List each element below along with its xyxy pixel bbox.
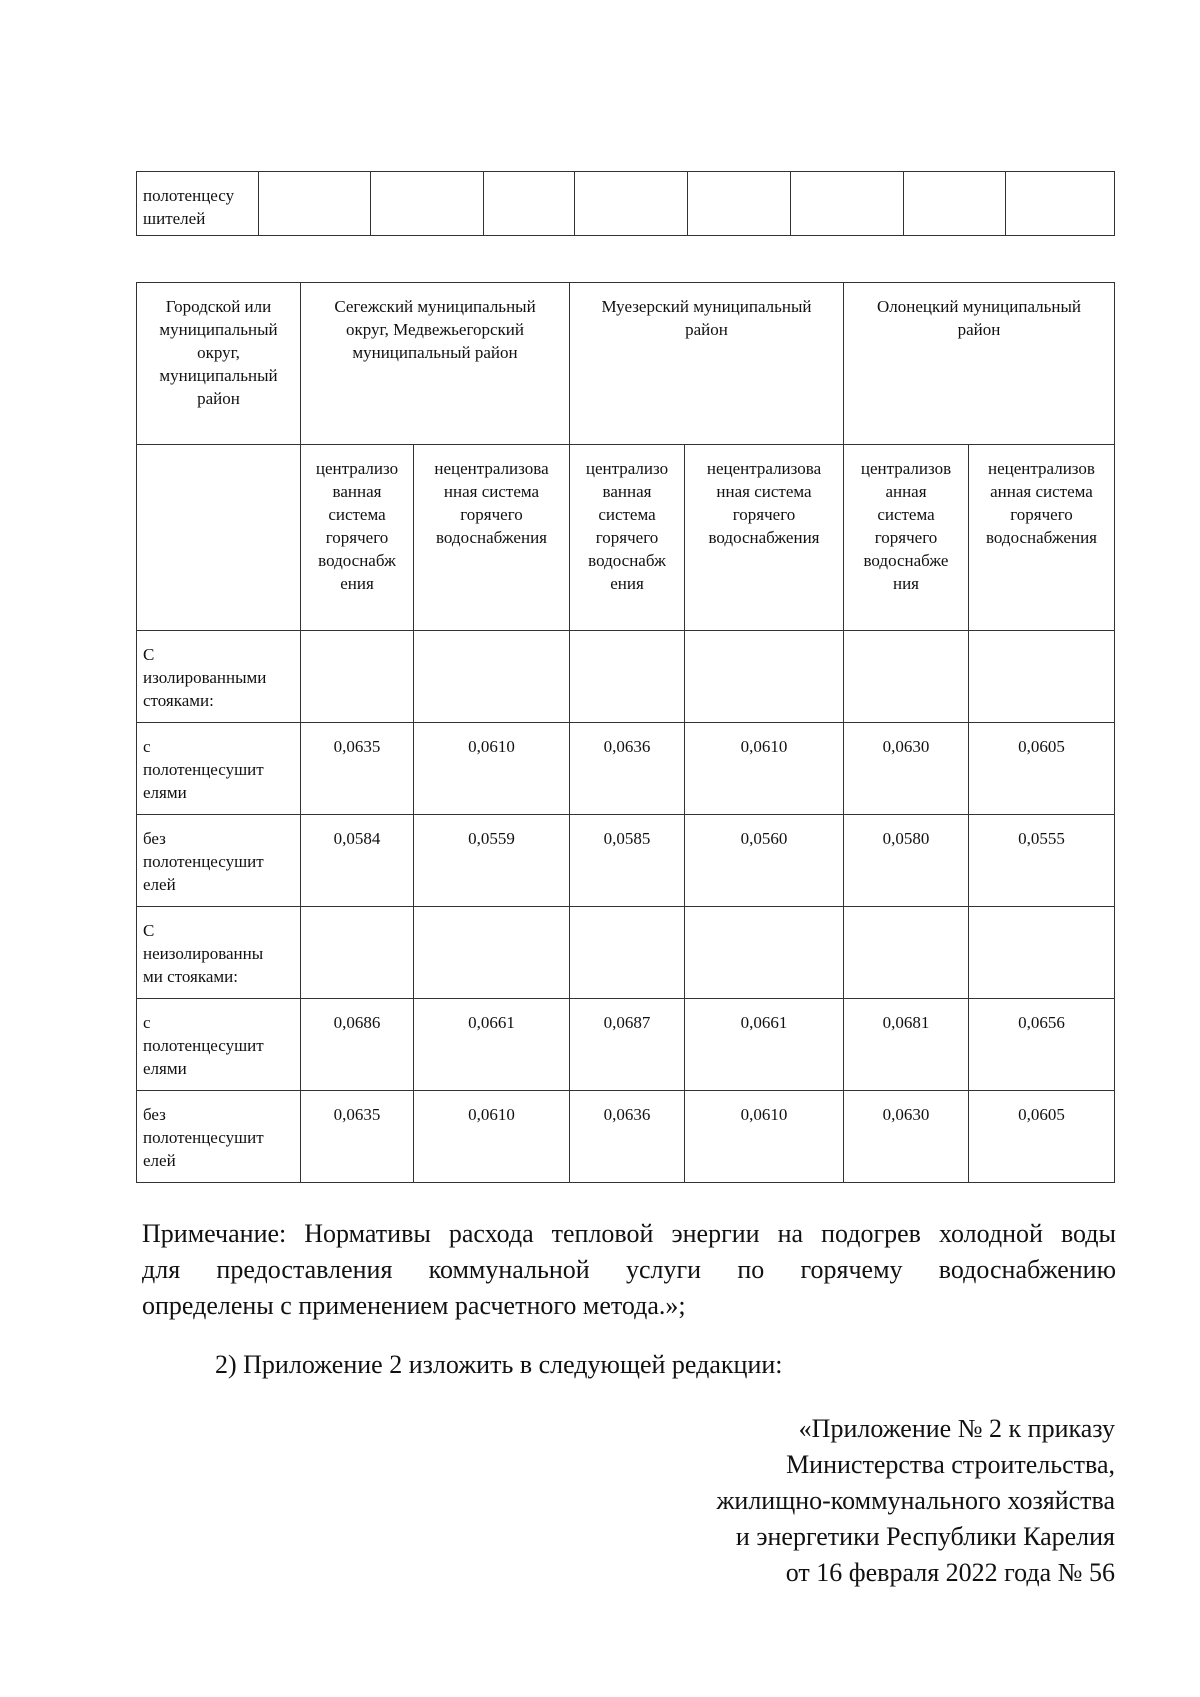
subheader-decentralized: нецентрализова нная система горячего водоснабжения (685, 445, 844, 631)
table-row (137, 907, 1115, 999)
value-cell: 0,0630 (844, 723, 969, 815)
value-cell: 0,0560 (685, 815, 844, 907)
table-row (137, 815, 1115, 907)
empty-cell (484, 172, 575, 236)
value-cell: 0,0636 (570, 1091, 685, 1183)
value-cell: 0,0610 (414, 723, 570, 815)
value-cell: 0,0610 (414, 1091, 570, 1183)
value-cell (685, 907, 844, 999)
appendix-line: от 16 февраля 2022 года № 56 (785, 1558, 1115, 1587)
appendix-line: «Приложение № 2 к приказу (798, 1414, 1115, 1443)
value-cell (414, 907, 570, 999)
continuation-table (136, 171, 1115, 236)
empty-cell (688, 172, 791, 236)
header-row (137, 283, 1115, 445)
subheader-decentralized: нецентрализов анная система горячего водоснабжения (969, 445, 1115, 631)
empty-cell (575, 172, 688, 236)
table-row (137, 631, 1115, 723)
value-cell: 0,0681 (844, 999, 969, 1091)
value-cell: 0,0605 (969, 1091, 1115, 1183)
empty-cell (259, 172, 371, 236)
row-label: С изолированными стояками: (137, 631, 301, 723)
value-cell (301, 631, 414, 723)
normative-table (136, 282, 1115, 1183)
value-cell (414, 631, 570, 723)
value-cell (685, 631, 844, 723)
table-row (137, 723, 1115, 815)
row-label: с полотенцесушит елями (137, 723, 301, 815)
appendix-line: жилищно-коммунального хозяйства (716, 1486, 1115, 1515)
empty-cell (137, 445, 301, 631)
value-cell: 0,0636 (570, 723, 685, 815)
table-row (137, 1091, 1115, 1183)
value-cell: 0,0635 (301, 723, 414, 815)
value-cell: 0,0559 (414, 815, 570, 907)
subheader-centralized: централизов анная система горячего водоснабже ния (844, 445, 969, 631)
value-cell (844, 631, 969, 723)
subheader-centralized: централизо ванная система горячего водоснабж ения (301, 445, 414, 631)
appendix-line: Министерства строительства, (786, 1450, 1115, 1479)
continuation-row (137, 172, 1115, 236)
value-cell (844, 907, 969, 999)
value-cell (969, 631, 1115, 723)
subheader-decentralized: нецентрализова нная система горячего водоснабжения (414, 445, 570, 631)
value-cell: 0,0585 (570, 815, 685, 907)
value-cell: 0,0584 (301, 815, 414, 907)
value-cell: 0,0580 (844, 815, 969, 907)
subheader-centralized: централизо ванная система горячего водоснабж ения (570, 445, 685, 631)
group-header-muezersky: Муезерский муниципальный район (570, 283, 844, 445)
group-header-segezha: Сегежский муниципальный округ, Медвежьегорский муниципальный район (301, 283, 570, 445)
value-cell: 0,0610 (685, 1091, 844, 1183)
item-2-paragraph: 2) Приложение 2 изложить в следующей редакции: (215, 1350, 783, 1379)
appendix-line: и энергетики Республики Карелия (735, 1522, 1115, 1551)
empty-cell (791, 172, 904, 236)
value-cell: 0,0610 (685, 723, 844, 815)
value-cell: 0,0686 (301, 999, 414, 1091)
appendix-header (716, 1411, 1115, 1591)
empty-cell (371, 172, 484, 236)
row-label: без полотенцесушит елей (137, 1091, 301, 1183)
value-cell: 0,0687 (570, 999, 685, 1091)
value-cell: 0,0661 (685, 999, 844, 1091)
table-row (137, 999, 1115, 1091)
value-cell (570, 631, 685, 723)
note-paragraph (142, 1216, 1116, 1324)
value-cell (301, 907, 414, 999)
group-header-olonets: Олонецкий муниципальный район (844, 283, 1115, 445)
row-label: С неизолированны ми стояками: (137, 907, 301, 999)
value-cell: 0,0605 (969, 723, 1115, 815)
row-label: полотенцесу шителей (137, 172, 259, 236)
value-cell (969, 907, 1115, 999)
note-line: определены с применением расчетного метода.»; (142, 1291, 686, 1320)
subheader-row (137, 445, 1115, 631)
row-label: без полотенцесушит елей (137, 815, 301, 907)
empty-cell (904, 172, 1006, 236)
note-line: для предоставления коммунальной услуги по горячему водоснабжению (142, 1255, 1116, 1284)
value-cell: 0,0630 (844, 1091, 969, 1183)
value-cell: 0,0656 (969, 999, 1115, 1091)
value-cell: 0,0555 (969, 815, 1115, 907)
note-line: Примечание: Нормативы расхода тепловой энергии на подогрев холодной воды (142, 1219, 1116, 1248)
row-label: с полотенцесушит елями (137, 999, 301, 1091)
value-cell: 0,0661 (414, 999, 570, 1091)
value-cell: 0,0635 (301, 1091, 414, 1183)
value-cell (570, 907, 685, 999)
empty-cell (1006, 172, 1115, 236)
district-header: Городской или муниципальный округ, муниципальный район (137, 283, 301, 445)
